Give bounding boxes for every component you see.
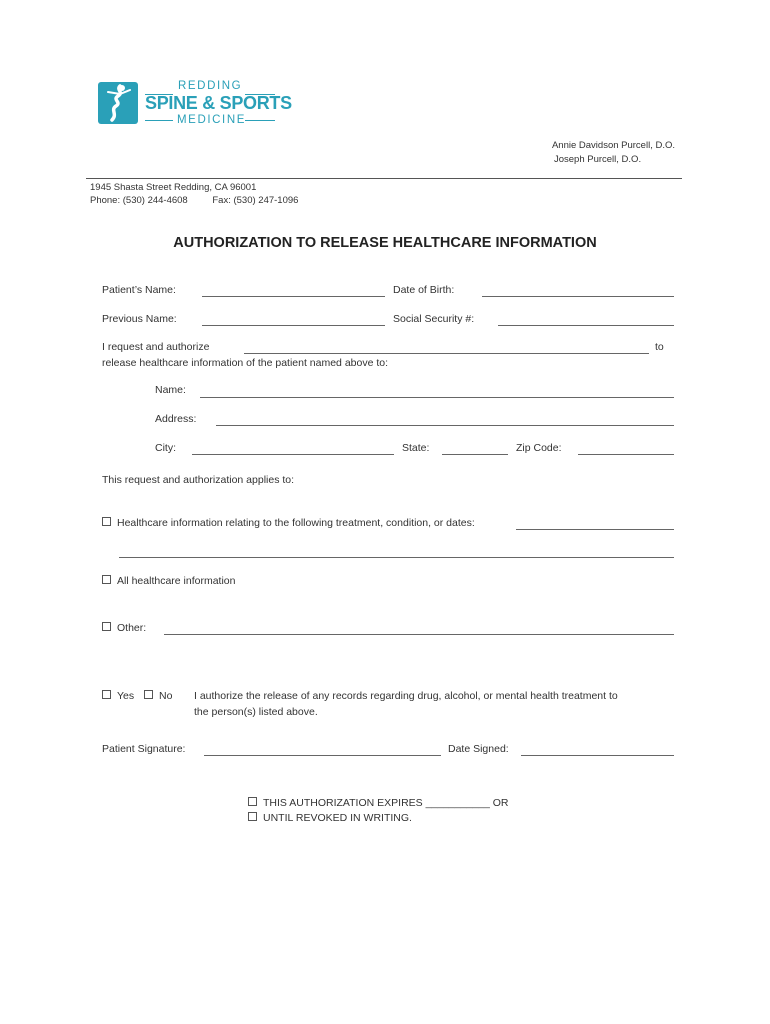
other-details-field[interactable]	[164, 634, 674, 635]
doctor-name: Annie Davidson Purcell, D.O.	[551, 140, 675, 151]
recipient-address-field[interactable]	[216, 425, 674, 426]
recipient-name-label: Name:	[155, 384, 186, 396]
date-signed-label: Date Signed:	[448, 743, 509, 755]
treatment-details-field[interactable]	[516, 529, 674, 530]
treatment-details-field-2[interactable]	[119, 557, 674, 558]
state-label: State:	[402, 442, 430, 454]
ssn-label: Social Security #:	[393, 313, 475, 325]
all-info-option-label: All healthcare information	[117, 575, 236, 587]
recipient-address-label: Address:	[155, 413, 197, 425]
previous-name-label: Previous Name:	[102, 313, 177, 325]
consent-text-line1: I authorize the release of any records regarding drug, alcohol, or mental health treatment to	[194, 690, 618, 702]
header-divider	[86, 178, 682, 179]
all-info-option[interactable]	[102, 575, 235, 587]
dob-field[interactable]	[482, 296, 674, 297]
patient-name-label: Patient’s Name:	[102, 284, 176, 296]
checkbox-icon[interactable]	[102, 622, 111, 631]
other-option-label: Other:	[117, 622, 147, 634]
applies-to-label: This request and authorization applies to:	[102, 474, 295, 486]
logo-rule-right-2	[245, 120, 275, 121]
patient-signature-field[interactable]	[204, 755, 441, 756]
yes-option[interactable]	[102, 690, 134, 702]
logo-line-spine-sports: SPINE & SPORTS	[145, 93, 292, 113]
release-label: release healthcare information of the patient named above to:	[102, 357, 389, 369]
patient-signature-label: Patient Signature:	[102, 743, 186, 755]
ssn-field[interactable]	[498, 325, 674, 326]
zip-label: Zip Code:	[516, 442, 562, 454]
clinic-logo-icon	[98, 82, 138, 124]
checkbox-icon[interactable]	[102, 690, 111, 699]
logo-line-redding: REDDING	[178, 80, 243, 92]
treatment-option[interactable]	[102, 517, 475, 529]
request-label: I request and authorize	[102, 341, 210, 353]
doctor-name: Joseph Purcell, D.O.	[553, 154, 642, 165]
previous-name-field[interactable]	[202, 325, 385, 326]
street-address: 1945 Shasta Street Redding, CA 96001	[90, 182, 257, 193]
date-signed-field[interactable]	[521, 755, 674, 756]
no-option-label: No	[159, 690, 173, 702]
expires-option-label: THIS AUTHORIZATION EXPIRES ___________ OR	[263, 797, 509, 809]
treatment-option-label: Healthcare information relating to the following treatment, condition, or dates:	[117, 517, 475, 529]
fax-number: Fax: (530) 247-1096	[212, 195, 299, 206]
yes-option-label: Yes	[117, 690, 135, 702]
form-title: AUTHORIZATION TO RELEASE HEALTHCARE INFORMATION	[173, 235, 597, 251]
revoked-option-label: UNTIL REVOKED IN WRITING.	[263, 812, 412, 824]
to-label: to	[655, 341, 664, 353]
logo-rule-left-2	[145, 120, 173, 121]
no-option[interactable]	[144, 690, 172, 702]
checkbox-icon[interactable]	[248, 797, 257, 806]
dob-label: Date of Birth:	[393, 284, 455, 296]
checkbox-icon[interactable]	[144, 690, 153, 699]
checkbox-icon[interactable]	[248, 812, 257, 821]
other-option[interactable]	[102, 622, 146, 634]
recipient-name-field[interactable]	[200, 397, 674, 398]
state-field[interactable]	[442, 454, 508, 455]
phone-number: Phone: (530) 244-4608	[90, 195, 188, 206]
patient-name-field[interactable]	[202, 296, 385, 297]
city-field[interactable]	[192, 454, 394, 455]
checkbox-icon[interactable]	[102, 517, 111, 526]
authorized-party-field[interactable]	[244, 353, 649, 354]
contact-line	[90, 194, 298, 207]
consent-text-line2: the person(s) listed above.	[194, 706, 318, 718]
checkbox-icon[interactable]	[102, 575, 111, 584]
zip-field[interactable]	[578, 454, 674, 455]
logo-line-medicine: MEDICINE	[177, 114, 247, 126]
expires-option[interactable]	[248, 797, 508, 809]
city-label: City:	[155, 442, 176, 454]
doctors-list	[552, 139, 675, 167]
clinic-address	[90, 181, 298, 207]
revoked-option[interactable]	[248, 812, 412, 824]
